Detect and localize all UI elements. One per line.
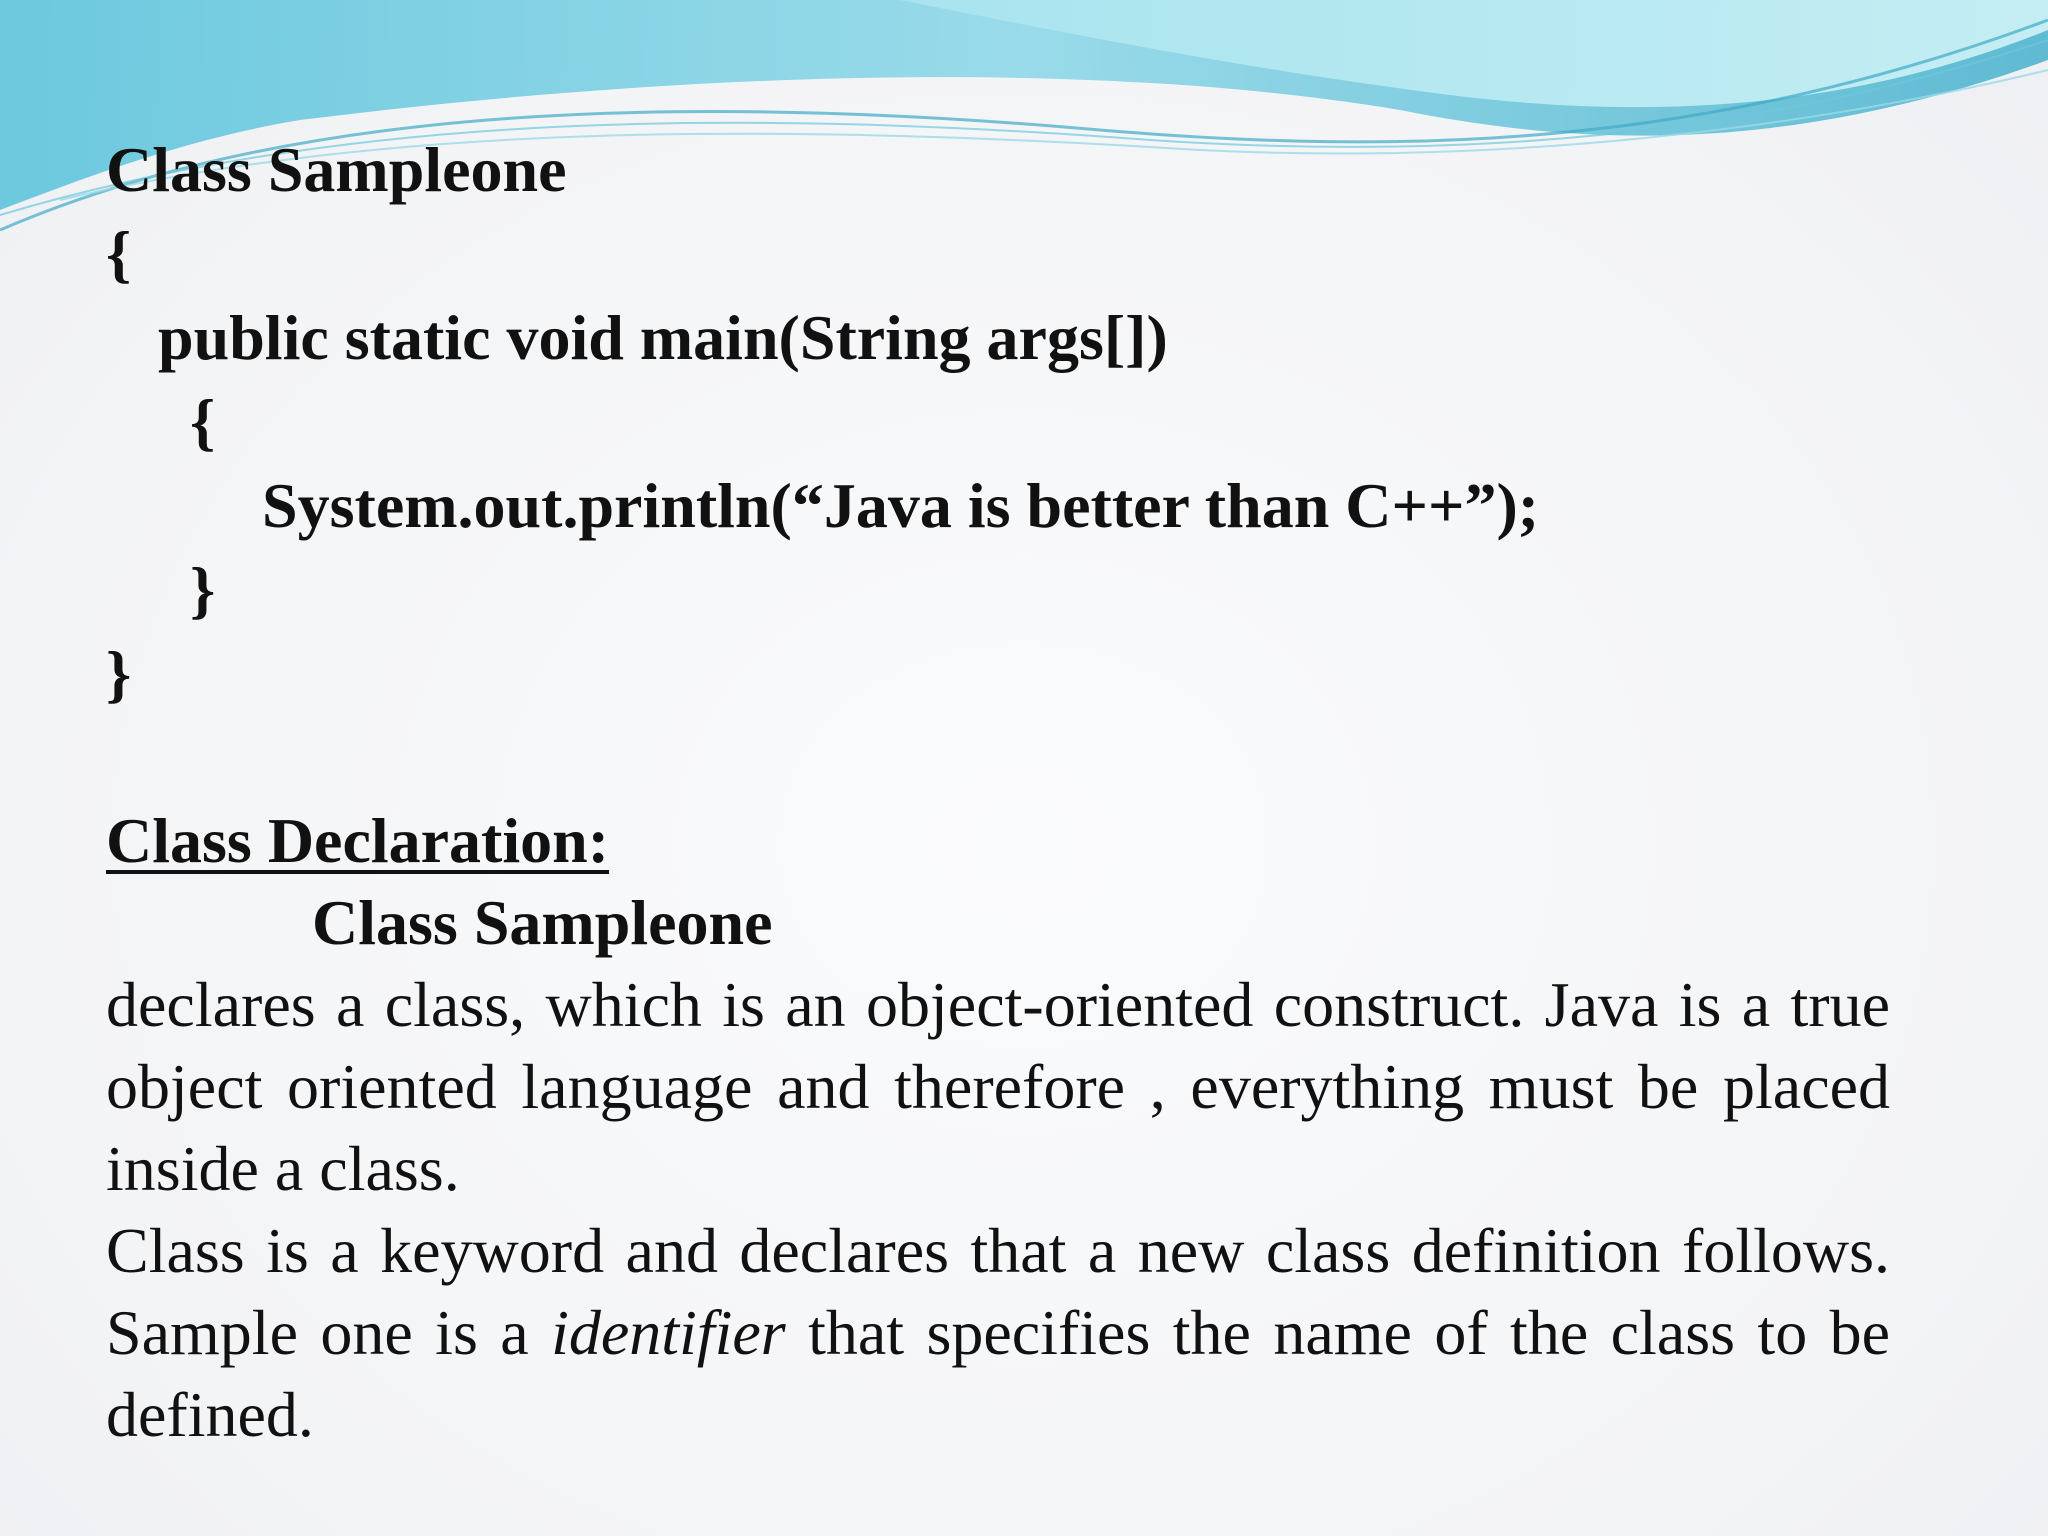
section-heading-row: [106, 800, 1890, 882]
code-line-close-brace: }: [106, 638, 132, 709]
paragraph-keyword-text-1: Class is a keyword and declares that a new class definition follows. Sample one is a: [106, 1215, 1890, 1368]
code-line-println: System.out.println(“Java is better than C++”);: [262, 470, 1540, 541]
identifier-term: identifier: [551, 1297, 786, 1368]
code-line-main-open-brace: {: [190, 386, 216, 457]
slide-content: [106, 128, 1890, 1456]
paragraph-keyword-description: [106, 1210, 1890, 1456]
code-line-main-close-brace: }: [190, 554, 216, 625]
code-line-main-signature: public static void main(String args[]): [158, 302, 1168, 373]
paragraph-keyword-text-2: that specifies the name of the class to be defined.: [106, 1297, 1891, 1450]
section-heading: Class Declaration:: [106, 805, 610, 876]
code-line-class: Class Sampleone: [106, 134, 567, 205]
code-line-open-brace: {: [106, 218, 132, 289]
declaration-example: Class Sampleone: [312, 887, 773, 958]
paragraph-class-description: declares a class, which is an object-oriented construct. Java is a true object oriented language and therefore , everything must be placed inside a class.: [106, 969, 1890, 1204]
spacer: [106, 716, 1890, 800]
